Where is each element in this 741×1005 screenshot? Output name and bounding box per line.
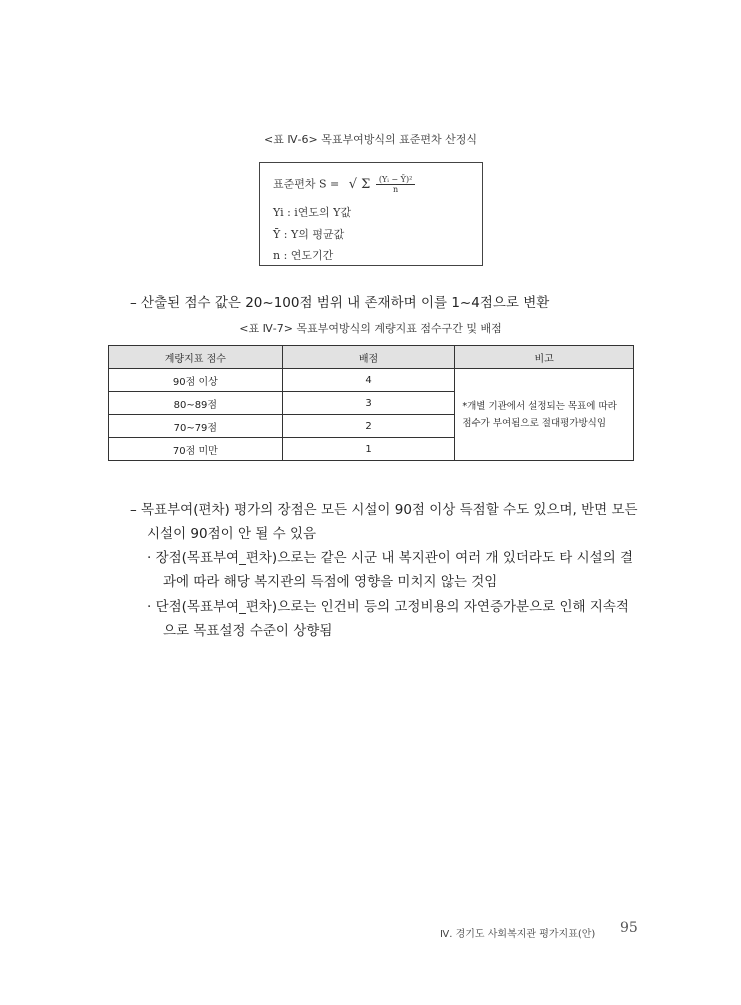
cell-score: 2 [282,415,455,438]
formula-fraction [376,175,415,194]
header-remarks: 비고 [455,346,634,369]
cell-score: 1 [282,438,455,461]
table-header-row [109,346,634,369]
formula-box [259,162,483,266]
formula-line-ybar: Ȳ : Y의 평균값 [273,228,345,241]
paragraph-advantage-line1: – 목표부여(편차) 평가의 장점은 모든 시설이 90점 이상 득점할 수도 있으며, 반면 모든 [130,502,638,518]
cell-score: 3 [282,392,455,415]
fraction-denominator: n [392,185,399,194]
formula-line-std [273,175,415,194]
cell-score: 4 [282,369,455,392]
header-points: 배점 [282,346,455,369]
cell-range: 80~89점 [109,392,283,415]
cell-range: 90점 이상 [109,369,283,392]
formula-line-yi: Yi : i연도의 Y값 [273,206,352,219]
footer-section-title: Ⅳ. 경기도 사회복지관 평가지표(안) [440,929,596,940]
paragraph-advantage-line2: 시설이 90점이 안 될 수 있음 [147,526,317,542]
header-score-range: 계량지표 점수 [109,346,283,369]
bullet-pro-line2: 과에 따라 해당 복지관의 득점에 영향을 미치지 않는 것임 [163,574,498,590]
table-caption-6: <표 Ⅳ-6> 목표부여방식의 표준편차 산정식 [264,133,477,146]
paragraph-conversion: – 산출된 점수 값은 20~100점 범위 내 존재하며 이를 1~4점으로 변환 [130,295,550,311]
table-caption-7: <표 Ⅳ-7> 목표부여방식의 계량지표 점수구간 및 배점 [239,322,502,335]
formula-label: 표준편차 S = [273,177,340,191]
bullet-pro-line1: · 장점(목표부여_편차)으로는 같은 시군 내 복지관이 여러 개 있더라도 타 시설의 결 [147,550,634,566]
score-table [108,345,634,461]
page-number: 95 [620,920,638,936]
bullet-con-line2: 으로 목표설정 수준이 상향됨 [163,623,333,639]
fraction-numerator: (Yᵢ − Ȳ)² [376,175,415,185]
radical-sigma: √ Σ [348,176,371,192]
cell-note: *개별 기관에서 설정되는 목표에 따라 점수가 부여됨으로 절대평가방식임 [455,369,634,461]
cell-range: 70~79점 [109,415,283,438]
cell-range: 70점 미만 [109,438,283,461]
formula-line-n: n : 연도기간 [273,249,334,262]
table-row [109,369,634,392]
bullet-con-line1: · 단점(목표부여_편차)으로는 인건비 등의 고정비용의 자연증가분으로 인해 지속적 [147,599,629,615]
